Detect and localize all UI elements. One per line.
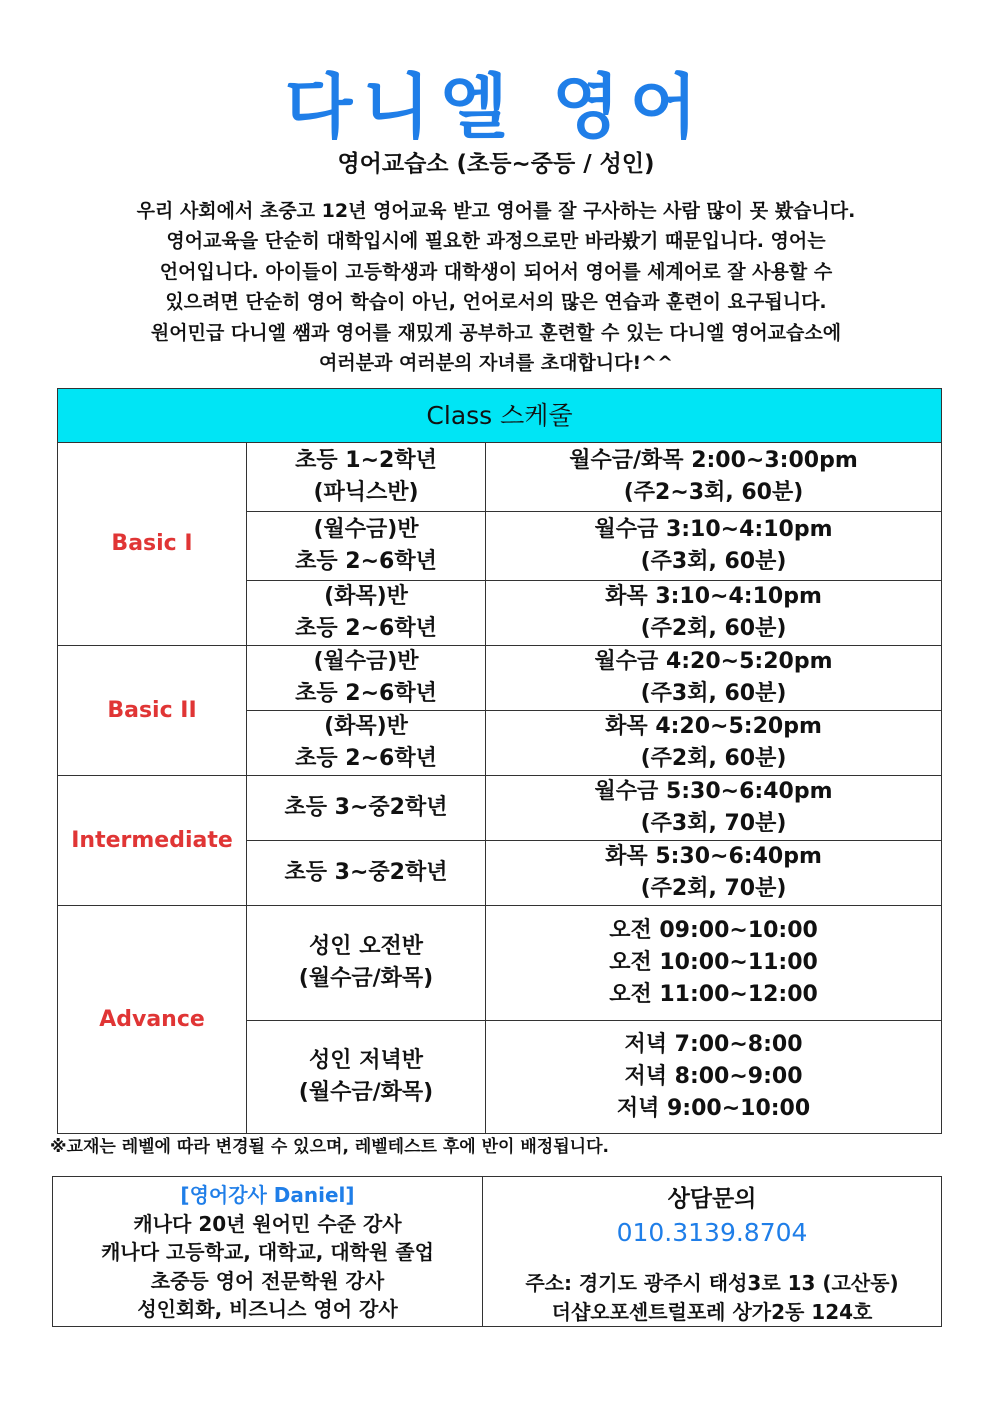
- class-cell: 성인 저녁반 (월수금/화목): [247, 1021, 486, 1134]
- phone-number[interactable]: 010.3139.8704: [616, 1218, 808, 1247]
- intro-line: 영어교육을 단순히 대학입시에 필요한 과정으로만 바라봤기 때문입니다. 영어는: [166, 230, 826, 253]
- level-basic-1: Basic I: [58, 443, 247, 646]
- intro-paragraph: [50, 196, 942, 378]
- time-cell: 월수금 3:10~4:10pm (주3회, 60분): [486, 512, 942, 581]
- intro-line: 우리 사회에서 초중고 12년 영어교육 받고 영어를 잘 구사하는 사람 많이 못 봤습니다.: [136, 200, 856, 222]
- time-cell: 월수금 4:20~5:20pm (주3회, 60분): [486, 646, 942, 711]
- contact-info: [483, 1177, 942, 1327]
- level-basic-2: Basic II: [58, 646, 247, 776]
- class-cell: (월수금)반 초등 2~6학년: [247, 646, 486, 711]
- time-cell: 화목 4:20~5:20pm (주2회, 60분): [486, 711, 942, 776]
- teacher-info: [53, 1177, 483, 1327]
- intro-line: 있으려면 단순히 영어 학습이 아닌, 언어로서의 많은 연습과 훈련이 요구됩니다.: [165, 291, 827, 314]
- class-cell: (화목)반 초등 2~6학년: [247, 581, 486, 646]
- schedule-header: Class 스케줄: [58, 389, 942, 443]
- time-cell: 저녁 7:00~8:00 저녁 8:00~9:00 저녁 9:00~10:00: [486, 1021, 942, 1134]
- class-cell: (화목)반 초등 2~6학년: [247, 711, 486, 776]
- intro-line: 언어입니다. 아이들이 고등학생과 대학생이 되어서 영어를 세계어로 잘 사용할 수: [159, 260, 833, 283]
- level-intermediate: Intermediate: [58, 776, 247, 906]
- time-cell: 화목 3:10~4:10pm (주2회, 60분): [486, 581, 942, 646]
- schedule-table: [57, 388, 942, 1134]
- time-cell: 월수금 5:30~6:40pm (주3회, 70분): [486, 776, 942, 841]
- time-cell: 오전 09:00~10:00 오전 10:00~11:00 오전 11:00~12:00: [486, 906, 942, 1021]
- teacher-heading: [영어강사 Daniel]: [180, 1183, 355, 1207]
- textbook-note: ※교재는 레벨에 따라 변경될 수 있으며, 레벨테스트 후에 반이 배정됩니다.: [50, 1137, 609, 1157]
- teacher-line: 초중등 영어 전문학원 강사: [150, 1268, 385, 1293]
- teacher-line: 캐나다 고등학교, 대학교, 대학원 졸업: [101, 1240, 434, 1264]
- page-title: 다니엘 영어: [284, 66, 708, 148]
- class-cell: 성인 오전반 (월수금/화목): [247, 906, 486, 1021]
- class-cell: 초등 3~중2학년: [247, 776, 486, 841]
- contact-heading: 상담문의: [667, 1186, 757, 1212]
- intro-line: 여러분과 여러분의 자녀를 초대합니다!^^: [318, 352, 673, 375]
- contact-table: [52, 1176, 942, 1327]
- page-subtitle: 영어교습소 (초등~중등 / 성인): [337, 151, 655, 177]
- level-advance: Advance: [58, 906, 247, 1134]
- time-cell: 월수금/화목 2:00~3:00pm (주2~3회, 60분): [486, 443, 942, 512]
- class-cell: (월수금)반 초등 2~6학년: [247, 512, 486, 581]
- address-line: 주소: 경기도 광주시 태성3로 13 (고산동): [525, 1271, 899, 1295]
- intro-line: 원어민급 다니엘 쌤과 영어를 재밌게 공부하고 훈련할 수 있는 다니엘 영어교습소에: [150, 321, 842, 344]
- teacher-line: 성인회화, 비즈니스 영어 강사: [137, 1297, 398, 1321]
- address-line: 더샵오포센트럴포레 상가2동 124호: [551, 1299, 873, 1324]
- class-cell: 초등 3~중2학년: [247, 841, 486, 906]
- class-cell: 초등 1~2학년 (파닉스반): [247, 443, 486, 512]
- time-cell: 화목 5:30~6:40pm (주2회, 70분): [486, 841, 942, 906]
- teacher-line: 캐나다 20년 원어민 수준 강사: [133, 1211, 402, 1236]
